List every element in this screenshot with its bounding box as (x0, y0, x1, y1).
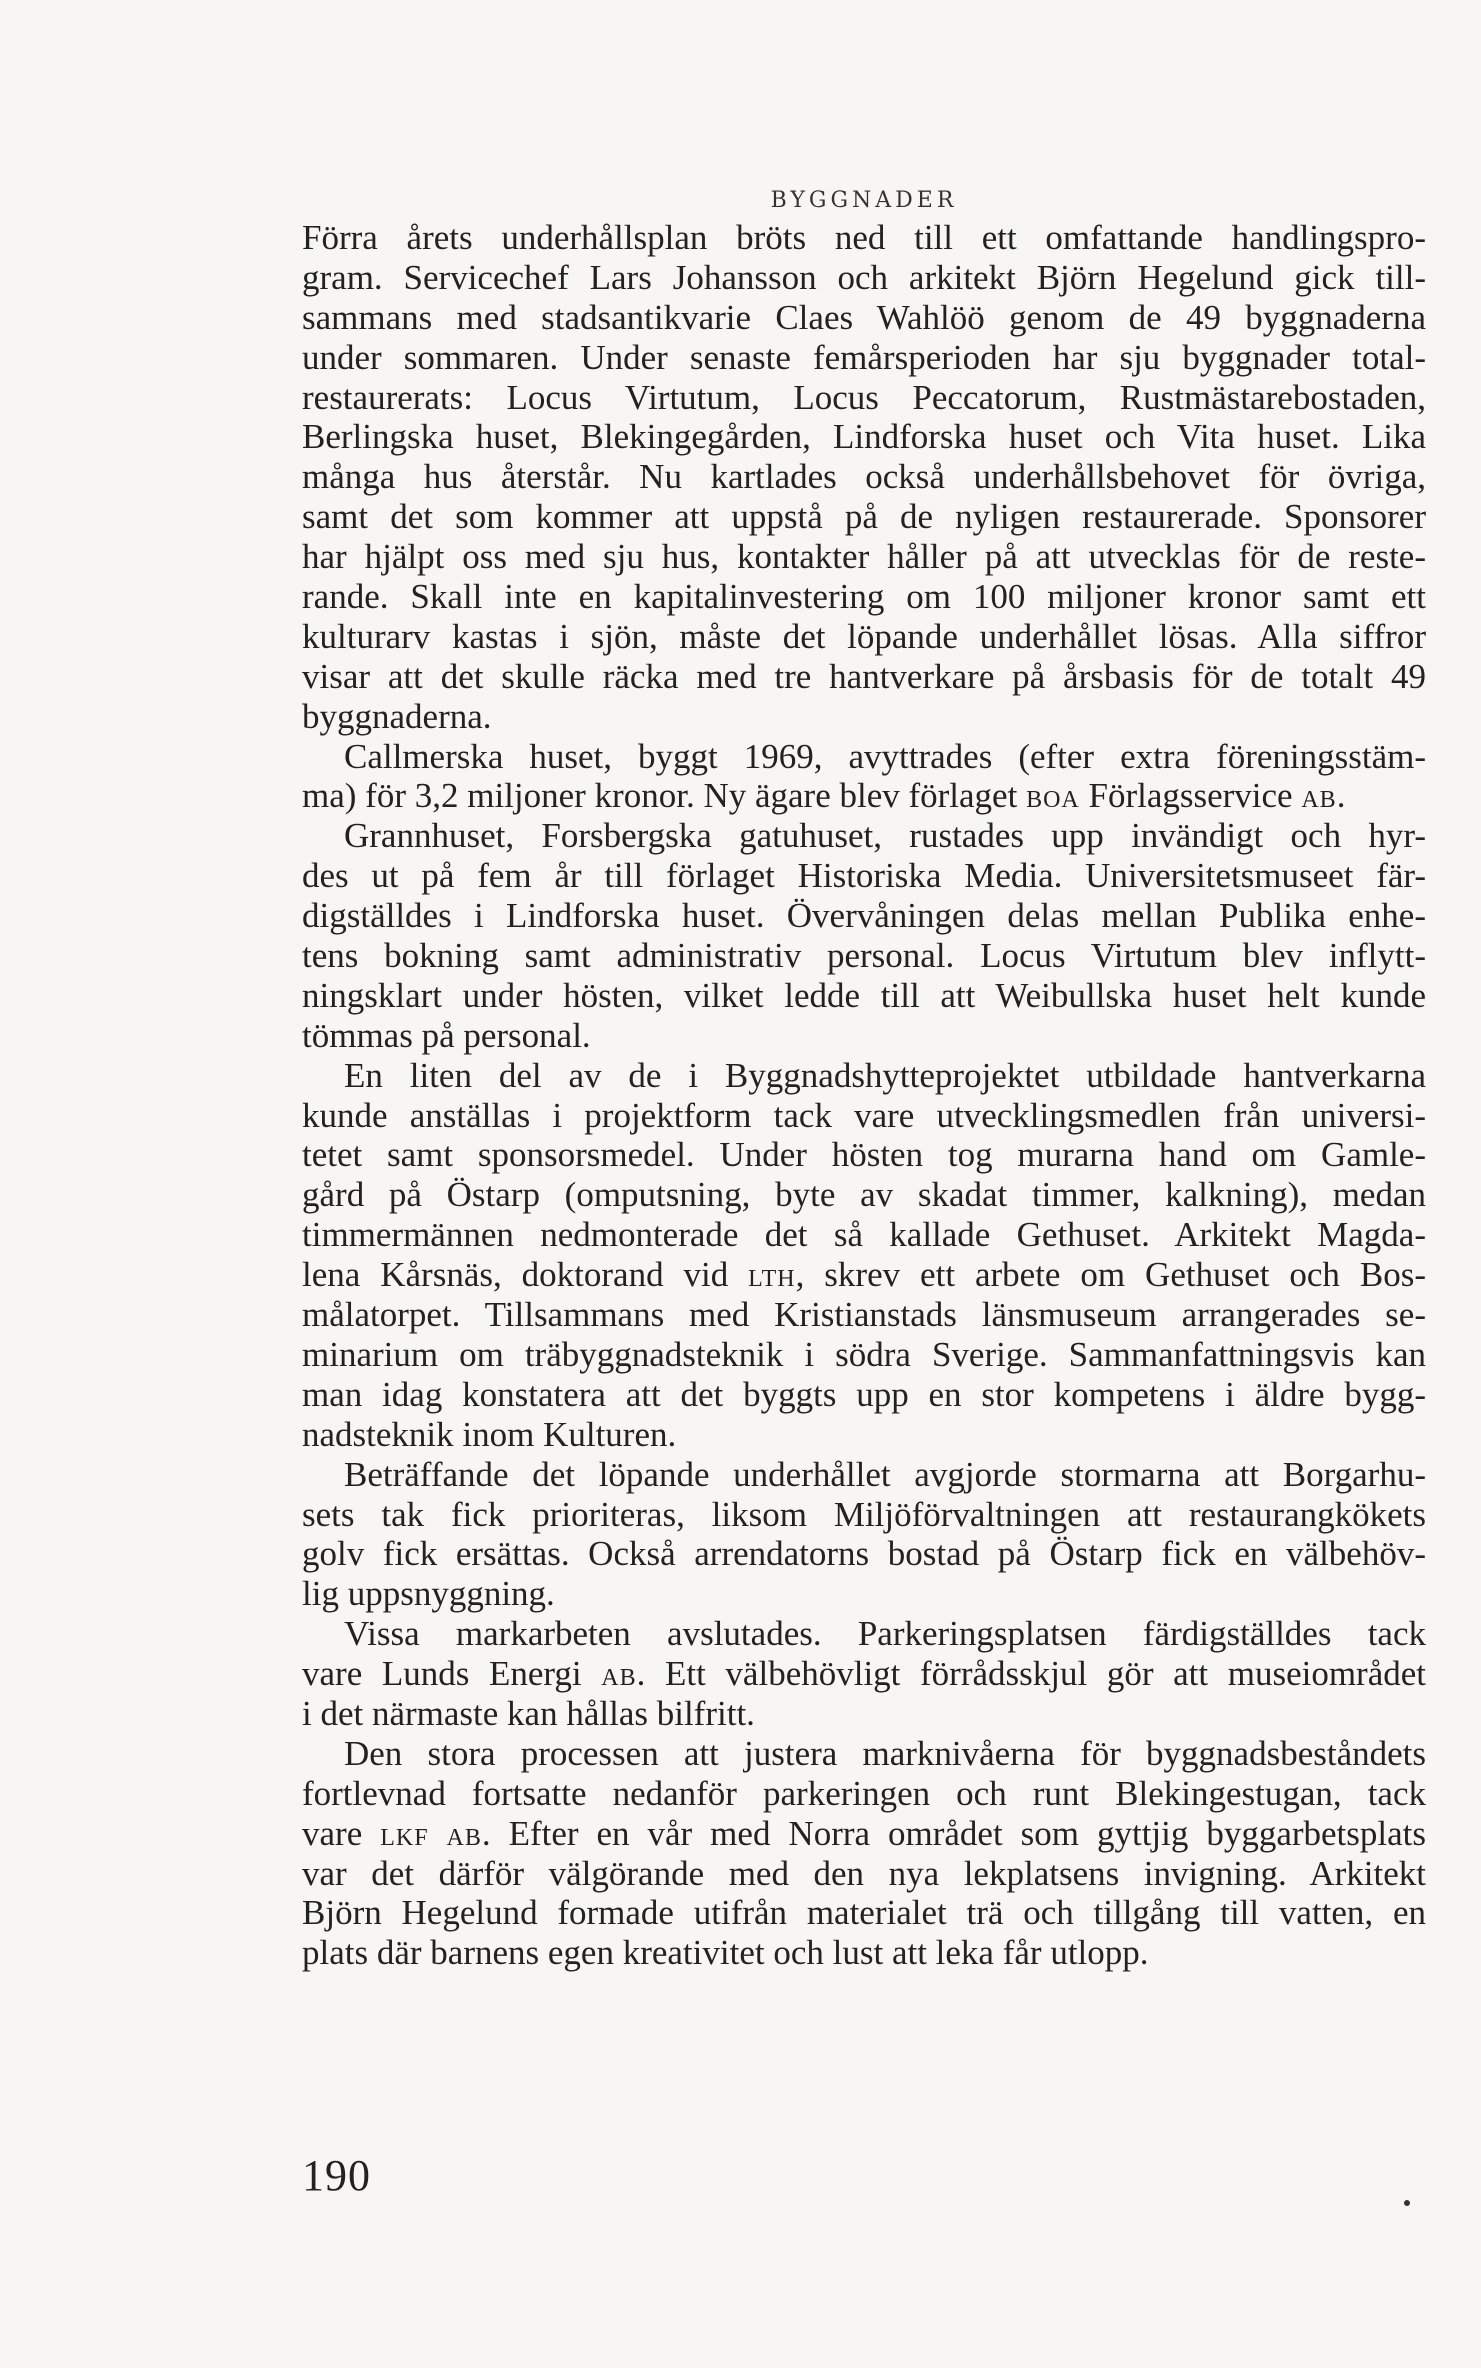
text-line: nadsteknik inom Kulturen. (302, 1414, 677, 1454)
paragraph (302, 1734, 1426, 1973)
text-line: sammans med stadsantikvarie Claes Wahlöö genom de 49 byggnaderna (302, 297, 1426, 337)
text-line: gram. Servicechef Lars Johansson och arkitekt Björn Hegelund gick till- (302, 257, 1426, 297)
text-line: samt det som kommer att uppstå på de nyligen restaurerade. Sponsorer (302, 497, 1426, 537)
text-line: i det närmaste kan hållas bilfritt. (302, 1693, 755, 1733)
text-line: sets tak fick prioriteras, liksom Miljöförvaltningen att restaurangkökets (302, 1494, 1426, 1534)
text-line: minarium om träbyggnadsteknik i södra Sverige. Sammanfattningsvis kan (302, 1334, 1426, 1374)
text-line: tens bokning samt administrativ personal. Locus Virtutum blev inflytt- (302, 936, 1426, 976)
text-line: timmermännen nedmonterade det så kallade Gethuset. Arkitekt Magda- (302, 1215, 1426, 1255)
text-line: tetet samt sponsorsmedel. Under hösten tog murarna hand om Gamle- (302, 1135, 1426, 1175)
text-line: visar att det skulle räcka med tre hantverkare på årsbasis för de totalt 49 (302, 656, 1426, 696)
text-line: des ut på fem år till förlaget Historiska Media. Universitetsmuseet fär- (302, 856, 1426, 896)
text-line: Beträffande det löpande underhållet avgjorde stormarna att Borgarhu- (344, 1454, 1426, 1494)
text-line: vare LKF AB. Efter en vår med Norra området som gyttjig byggarbetsplats (302, 1813, 1427, 1853)
text-line: Den stora processen att justera marknivåerna för byggnadsbeståndets (344, 1733, 1426, 1773)
text-line: man idag konstatera att det byggts upp en stor kompetens i äldre bygg- (302, 1374, 1426, 1414)
body-text (302, 218, 1426, 1973)
text-line: Berlingska huset, Blekingegården, Lindforska huset och Vita huset. Lika (302, 417, 1426, 457)
text-line: byggnaderna. (302, 696, 492, 736)
text-line: vare Lunds Energi AB. Ett välbehövligt förrådsskjul gör att museiområdet (302, 1654, 1426, 1694)
text-line: restaurerats: Locus Virtutum, Locus Peccatorum, Rustmästarebostaden, (302, 377, 1426, 417)
text-line: plats där barnens egen kreativitet och lust att leka får utlopp. (302, 1933, 1149, 1973)
text-line: har hjälpt oss med sju hus, kontakter håller på att utvecklas för de reste- (302, 537, 1426, 577)
paragraph (302, 737, 1426, 817)
text-line: En liten del av de i Byggnadshytteprojektet utbildade hantverkarna (344, 1055, 1426, 1095)
text-line: under sommaren. Under senaste femårsperioden har sju byggnader total- (302, 337, 1426, 377)
text-line: Vissa markarbeten avslutades. Parkeringsplatsen färdigställdes tack (344, 1614, 1426, 1654)
text-line: ma) för 3,2 miljoner kronor. Ny ägare blev förlaget BOA Förlagsservice AB. (302, 776, 1346, 816)
paragraph (302, 1455, 1426, 1615)
page-number: 190 (302, 2151, 371, 2200)
text-line: fortlevnad fortsatte nedanför parkeringen och runt Blekingestugan, tack (302, 1773, 1426, 1813)
text-line: golv fick ersättas. Också arrendatorns bostad på Östarp fick en välbehöv- (302, 1534, 1426, 1574)
paragraph (302, 816, 1426, 1055)
text-line: Grannhuset, Forsbergska gatuhuset, rustades upp invändigt och hyr- (344, 816, 1426, 856)
text-line: Callmerska huset, byggt 1969, avyttrades (efter extra föreningsstäm- (344, 736, 1426, 776)
text-line: digställdes i Lindforska huset. Övervåningen delas mellan Publika enhe- (302, 896, 1426, 936)
dot-mark (1404, 2200, 1410, 2206)
running-head: BYGGNADER (770, 188, 958, 213)
text-line: var det därför välgörande med den nya lekplatsens invigning. Arkitekt (302, 1853, 1426, 1893)
text-line: Förra årets underhållsplan bröts ned till ett omfattande handlingspro- (302, 218, 1426, 257)
text-line: kulturarv kastas i sjön, måste det löpande underhållet lösas. Alla siffror (302, 616, 1426, 656)
text-line: Björn Hegelund formade utifrån materialet trä och tillgång till vatten, en (302, 1893, 1426, 1933)
text-line: tömmas på personal. (302, 1015, 591, 1055)
paragraph (302, 218, 1426, 737)
paragraph (302, 1614, 1426, 1734)
text-line: många hus återstår. Nu kartlades också underhållsbehovet för övriga, (302, 457, 1426, 497)
text-line: rande. Skall inte en kapitalinvestering om 100 miljoner kronor samt ett (302, 577, 1426, 617)
text-line: målatorpet. Tillsammans med Kristianstads länsmuseum arrangerades se- (302, 1295, 1426, 1335)
text-line: lig uppsnyggning. (302, 1574, 555, 1614)
text-line: gård på Östarp (omputsning, byte av skadat timmer, kalkning), medan (302, 1175, 1426, 1215)
text-line: ningsklart under hösten, vilket ledde till att Weibullska huset helt kunde (302, 975, 1426, 1015)
text-line: kunde anställas i projektform tack vare utvecklingsmedlen från universi- (302, 1095, 1426, 1135)
text-line: lena Kårsnäs, doktorand vid LTH, skrev ett arbete om Gethuset och Bos- (302, 1255, 1426, 1295)
paragraph (302, 1056, 1426, 1455)
